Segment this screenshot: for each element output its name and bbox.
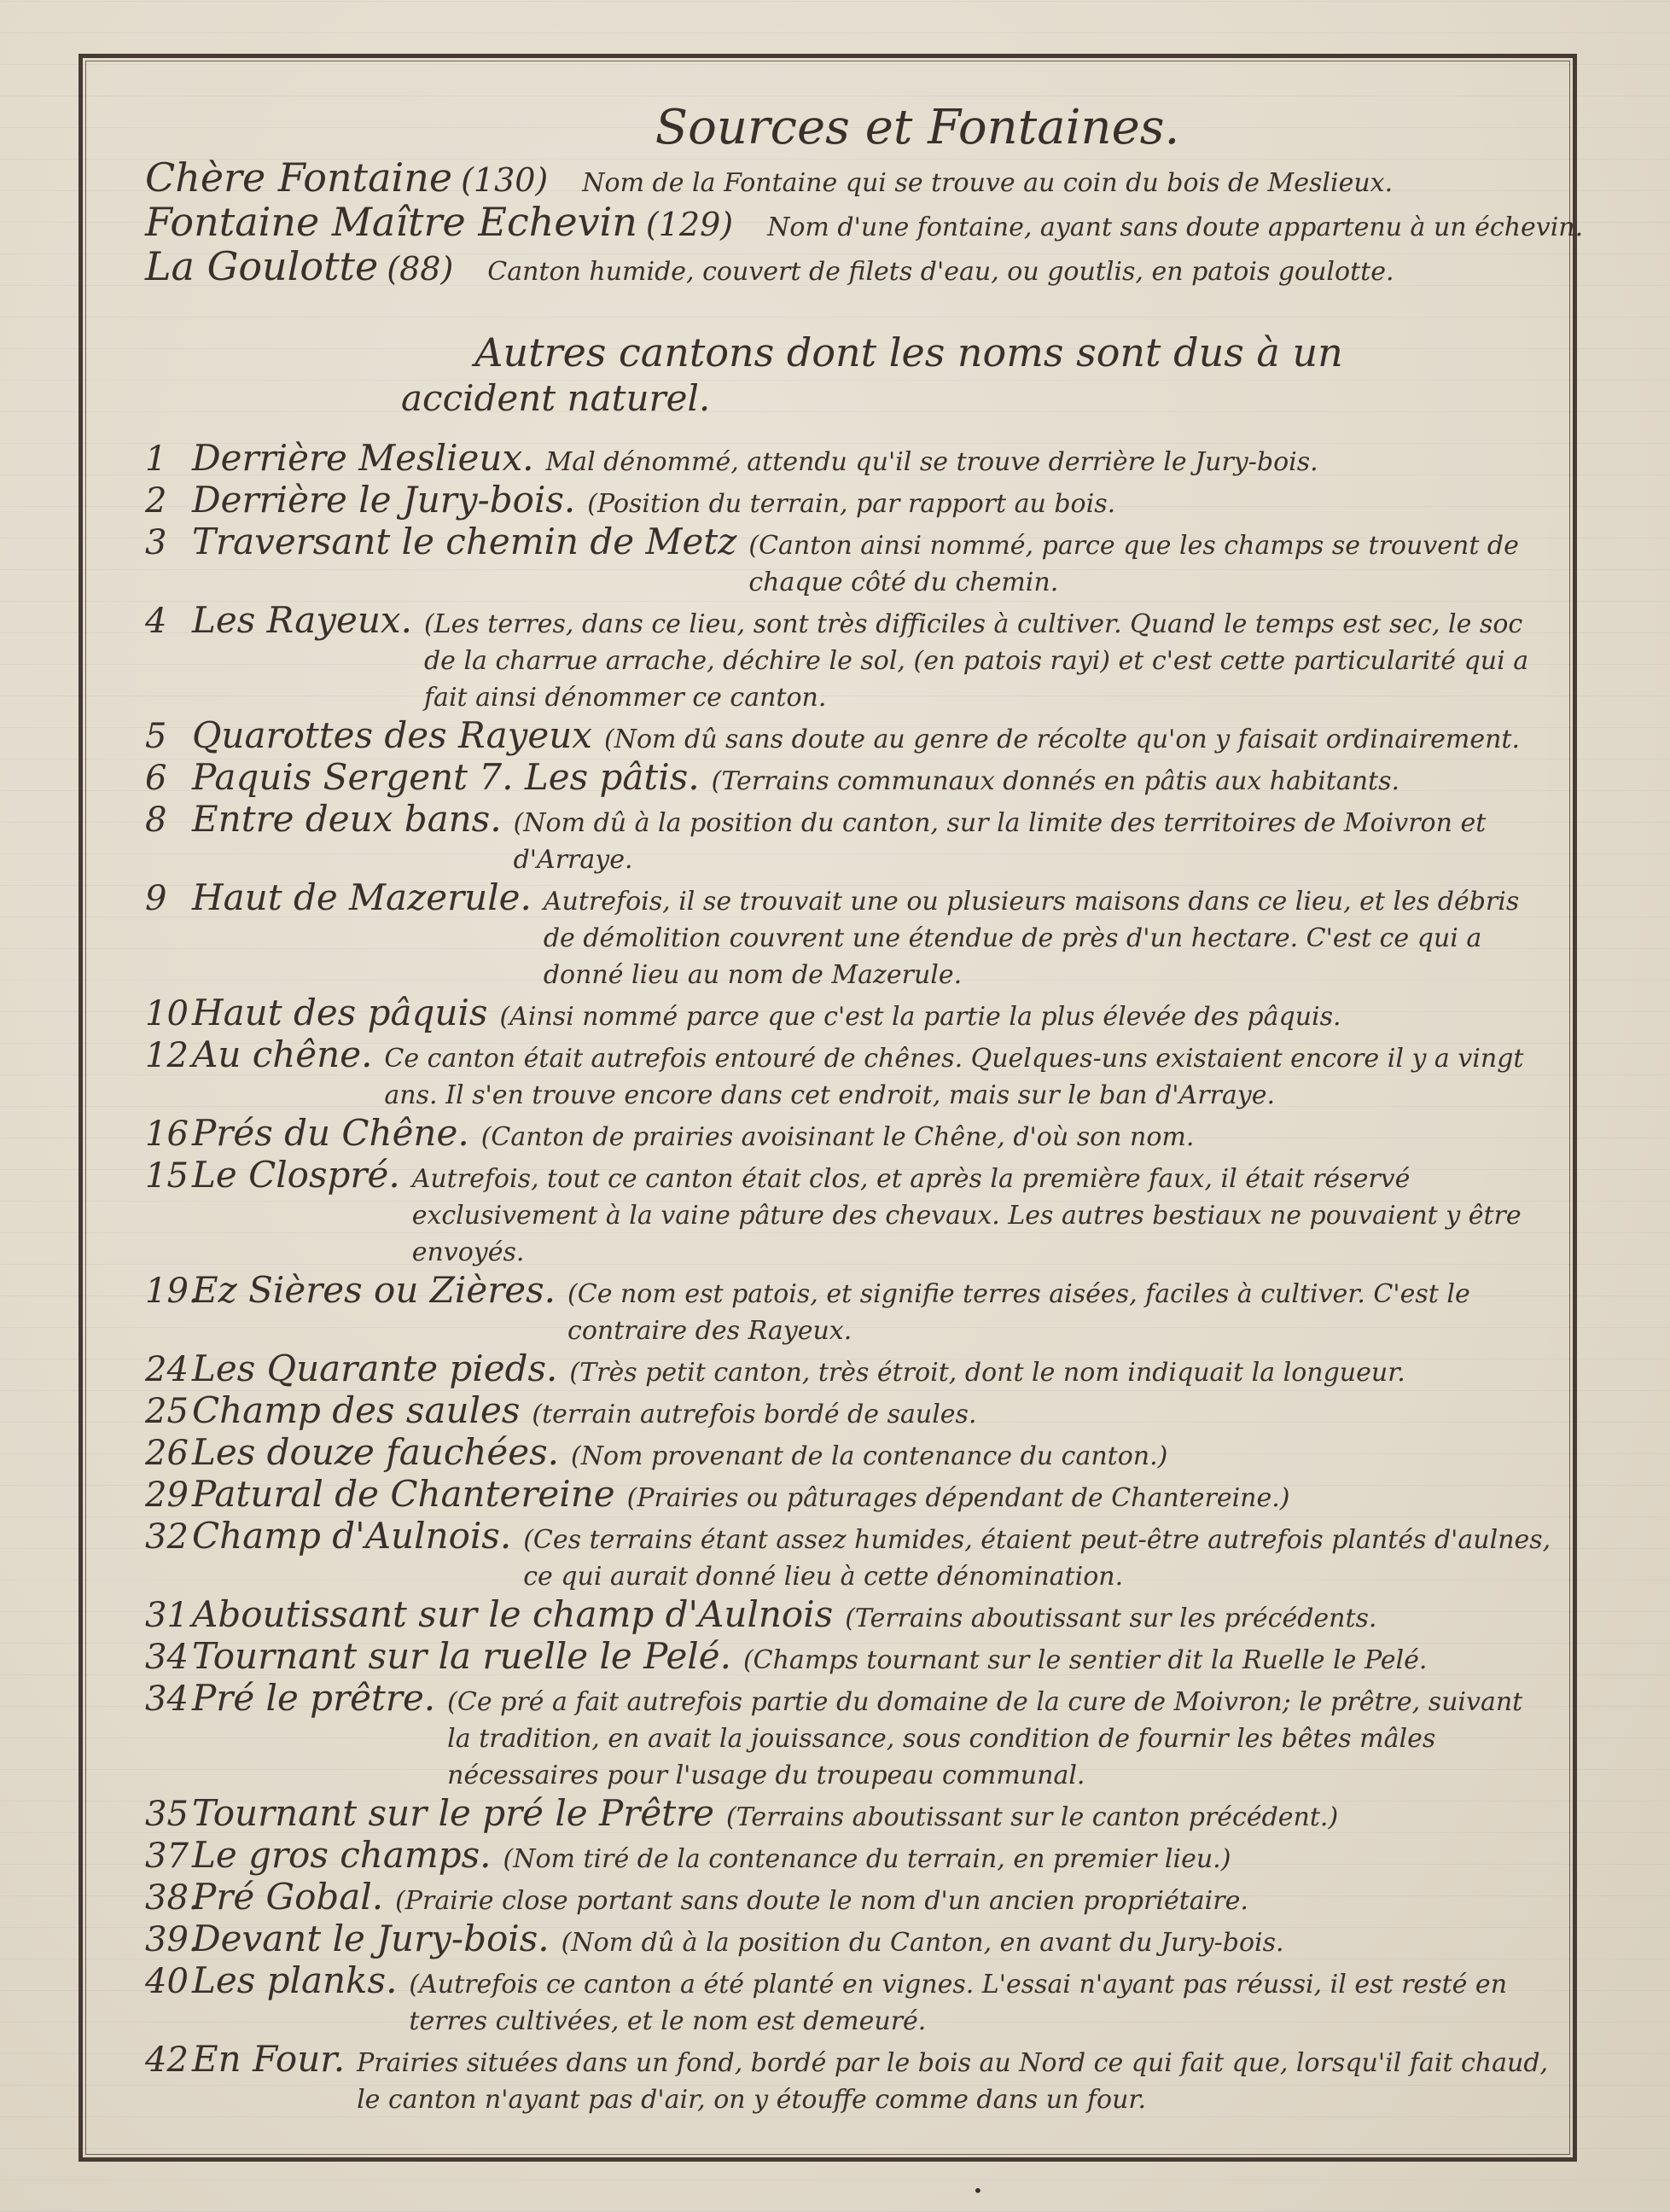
source-desc: Nom d'une fontaine, ayant sans doute appartenu à un échevin. [767,212,1584,242]
canton-description: (Canton ainsi nommé, parce que les champs se trouvent de chaque côté du chemin. [748,531,1519,597]
canton-number: 24 [145,1350,189,1389]
canton-entry [145,756,1553,800]
canton-number: 16 [145,1115,189,1154]
canton-number: 40 [145,1962,189,2001]
canton-number: 35 [145,1795,189,1834]
canton-number: 1 [145,439,167,479]
canton-number: 39. [145,1920,200,1959]
canton-name: Prés du Chêne. [192,1112,469,1154]
canton-description: (Prairies ou pâturages dépendant de Chantereine.) [626,1483,1290,1513]
canton-number: 9 [145,879,167,918]
canton-name: En Four. [192,2038,346,2080]
canton-entry [145,714,1553,758]
canton-entry [145,1876,1553,1919]
canton-description: (Ces terrains étant assez humides, étaient peut-être autrefois plantés d'aulnes, ce qui aurait donné lieu à cette dénomination. [523,1525,1551,1592]
canton-description: (Nom provenant de la contenance du canton.) [571,1441,1168,1471]
canton-name: Haut des pâquis [192,992,488,1033]
canton-entry [145,1635,1553,1679]
canton-number: 38. [145,1878,200,1918]
canton-entry [145,1677,1553,1794]
canton-number: 29 [145,1476,189,1515]
section-heading-continued: accident naturel. [401,377,711,419]
canton-entry [145,798,1553,878]
canton-entry [145,1918,1553,1961]
canton-entry [145,1348,1553,1391]
canton-name: Quarottes des Rayeux [192,714,592,756]
canton-description: Prairies situées dans un fond, bordé par le bois au Nord ce qui fait que, lorsqu'il fait chaud, le canton n'ayant pas d'air, on y étouffe comme dans un four. [357,2048,1549,2115]
canton-entry [145,2038,1553,2118]
canton-entry [145,1269,1553,1349]
page-title: Sources et Fontaines. [655,100,1180,155]
canton-name: Patural de Chantereine [192,1473,615,1515]
canton-entry [145,1033,1553,1114]
canton-entry [145,1154,1553,1271]
canton-entry [145,1389,1553,1433]
canton-name: Tournant sur le pré le Prêtre [192,1792,715,1834]
source-desc: Canton humide, couvert de filets d'eau, ou goutlis, en patois goulotte. [487,257,1394,287]
canton-description: (Terrains aboutissant sur les précédents. [845,1604,1377,1633]
canton-name: Devant le Jury-bois. [192,1918,550,1959]
canton-name: Au chêne. [192,1033,373,1075]
canton-number: 4 [145,602,167,641]
canton-name: Tournant sur la ruelle le Pelé. [192,1635,731,1677]
canton-name: Pré le prêtre. [192,1677,436,1719]
source-ref: (130) [461,161,549,199]
canton-entry [145,1515,1553,1595]
canton-list [145,437,1553,2118]
canton-description: (Nom tiré de la contenance du terrain, en premier lieu.) [503,1844,1231,1874]
canton-name: Les planks. [192,1959,398,2001]
canton-entry [145,479,1553,522]
canton-description: (Ce nom est patois, et signifie terres aisées, faciles à cultiver. C'est le contraire des Rayeux. [567,1279,1470,1346]
canton-description: (Ainsi nommé parce que c'est la partie la plus élevée des pâquis. [499,1002,1341,1032]
canton-number: 5 [145,717,167,756]
canton-number: 42 [145,2040,189,2080]
canton-number: 15 [145,1156,189,1196]
source-name: Chère Fontaine [145,154,453,201]
canton-name: Les Quarante pieds. [192,1348,558,1389]
source-ref: (88) [387,250,454,288]
canton-description: (Nom dû à la position du Canton, en avant du Jury-bois. [561,1928,1284,1958]
canton-name: Les Rayeux. [192,599,412,641]
canton-description: (Terrains communaux donnés en pâtis aux habitants. [711,766,1400,796]
canton-entry [145,1834,1553,1877]
canton-number: 19. [145,1272,200,1311]
canton-description: Mal dénommé, attendu qu'il se trouve derrière le Jury-bois. [545,447,1318,477]
canton-entry [145,1112,1553,1155]
canton-entry [145,521,1553,601]
canton-entry [145,1431,1553,1475]
manuscript-text [145,94,1584,2122]
canton-number: 3 [145,523,167,562]
canton-description: (terrain autrefois bordé de saules. [532,1400,977,1429]
canton-name: Traversant le chemin de Metz [192,521,737,562]
canton-description: (Position du terrain, par rapport au bois. [587,489,1116,519]
canton-description: Autrefois, tout ce canton était clos, et après la première faux, il était réservé exclusivement à la vaine pâture des chevaux. Les autres bestiaux ne pouvaient y être envoyés. [411,1164,1522,1267]
canton-description: (Canton de prairies avoisinant le Chêne, d'où son nom. [480,1122,1195,1152]
canton-entry [145,599,1553,716]
canton-number: 10 [145,994,189,1033]
source-item [145,243,1553,295]
canton-number: 34 [145,1679,189,1719]
canton-name: Derrière Meslieux. [192,437,534,479]
canton-name: Entre deux bans. [192,798,502,840]
canton-number: 2 [145,481,167,521]
canton-description: (Très petit canton, très étroit, dont le nom indiquait la longueur. [569,1358,1405,1388]
canton-name: Paquis Sergent 7. Les pâtis. [192,756,700,798]
canton-name: Ez Sières ou Zières. [192,1269,556,1311]
canton-number: 8 [145,800,167,840]
canton-description: Ce canton était autrefois entouré de chênes. Quelques-uns existaient encore il y a vingt ans. Il s'en trouve encore dans cet endroit, mais sur le ban d'Arraye. [384,1044,1524,1110]
section-heading: Autres cantons dont les noms sont dus à un [474,329,1343,375]
sources-list [145,154,1584,295]
canton-description: Autrefois, il se trouvait une ou plusieurs maisons dans ce lieu, et les débris de démolition couvrent une étendue de près d'un hectare. C'est ce qui a donné lieu au nom de Mazerule. [543,887,1520,990]
canton-description: (Autrefois ce canton a été planté en vignes. L'essai n'ayant pas réussi, il est resté en terres cultivées, et le nom est demeuré. [409,1970,1508,2036]
canton-entry [145,437,1553,480]
canton-number: 37 [145,1837,189,1876]
canton-number: 31 [145,1596,189,1635]
canton-entry [145,1593,1553,1637]
canton-name: Champ des saules [192,1389,521,1431]
canton-name: Pré Gobal. [192,1876,384,1918]
canton-name: Les douze fauchées. [192,1431,560,1473]
canton-number: 34 [145,1638,189,1677]
canton-number: 12 [145,1036,189,1075]
canton-description: (Ce pré a fait autrefois partie du domaine de la cure de Moivron; le prêtre, suivant la tradition, en avait la jouissance, sous condition de fournir les bêtes mâles nécessaires pour l'usage du troupeau communal. [447,1687,1523,1790]
source-name: La Goulotte [145,243,379,289]
canton-name: Champ d'Aulnois. [192,1515,512,1557]
canton-entry [145,992,1553,1035]
canton-entry [145,876,1553,993]
canton-number: 25 [145,1392,189,1431]
canton-description: (Nom dû à la position du canton, sur la limite des territoires de Moivron et d'Arraye. [513,808,1487,875]
source-desc: Nom de la Fontaine qui se trouve au coin du bois de Meslieux. [582,168,1394,198]
canton-entry [145,1959,1553,2040]
source-ref: (129) [645,206,734,243]
canton-name: Le gros champs. [192,1834,492,1876]
canton-description: (Terrains aboutissant sur le canton précédent.) [726,1802,1339,1832]
canton-number: 6 [145,759,167,798]
canton-description: (Prairie close portant sans doute le nom d'un ancien propriétaire. [395,1886,1248,1916]
canton-name: Le Clospré. [192,1154,400,1196]
source-name: Fontaine Maître Echevin [145,199,637,245]
canton-number: 26 [145,1434,189,1473]
canton-name: Aboutissant sur le champ d'Aulnois [192,1593,834,1635]
canton-description: (Nom dû sans doute au genre de récolte qu'on y faisait ordinairement. [604,725,1521,754]
canton-description: (Champs tournant sur le sentier dit la Ruelle le Pelé. [742,1645,1428,1675]
canton-entry [145,1473,1553,1516]
page-dot: • [973,2180,983,2201]
canton-name: Derrière le Jury-bois. [192,479,576,521]
canton-entry [145,1792,1553,1836]
canton-number: 32 [145,1517,189,1557]
canton-description: (Les terres, dans ce lieu, sont très difficiles à cultiver. Quand le temps est sec, le soc de la charrue arrache, déchire le sol, (en patois rayi) et c'est cette particularité qui a fait ainsi dénommer ce canton. [423,609,1529,713]
canton-name: Haut de Mazerule. [192,876,532,918]
